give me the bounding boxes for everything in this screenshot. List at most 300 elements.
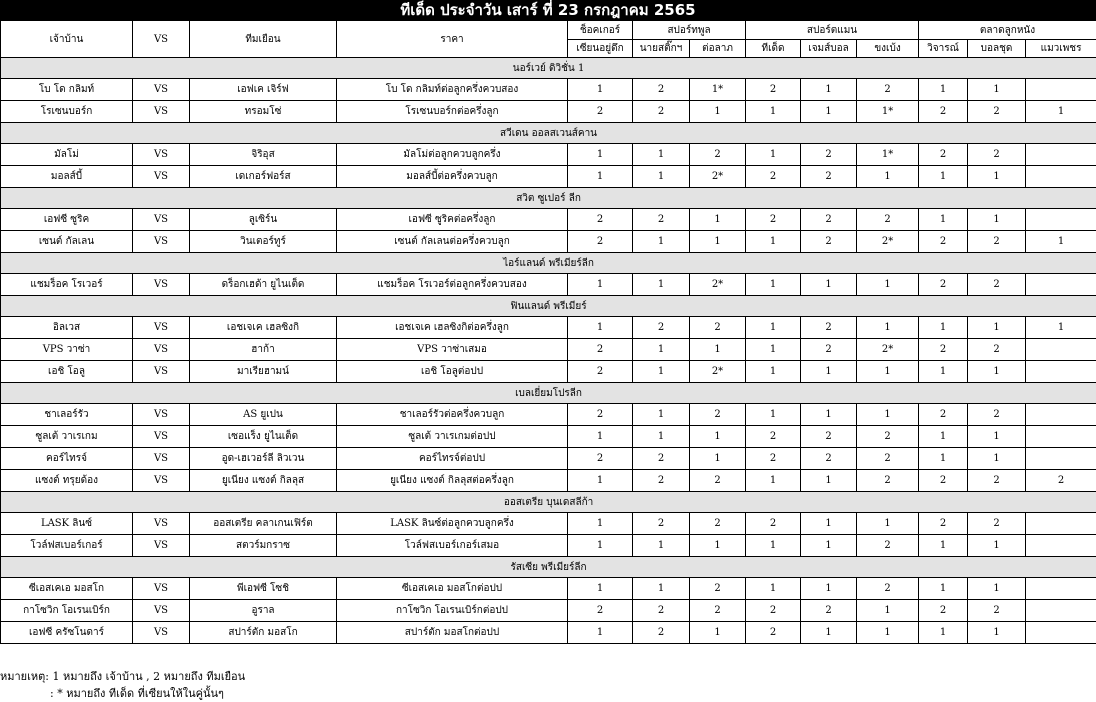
- pick-cell: [1026, 426, 1096, 448]
- pick-cell: 2: [801, 600, 857, 622]
- league-row: [1, 383, 1096, 404]
- pick-cell: 2: [690, 470, 746, 492]
- home-team: ชาเลอร์รัว: [1, 404, 133, 426]
- pick-cell: 2: [968, 231, 1026, 253]
- pick-cell: 1: [919, 166, 968, 188]
- league-row: [1, 188, 1096, 209]
- pick-cell: 2: [633, 470, 690, 492]
- pick-cell: 1: [857, 622, 919, 644]
- pick-cell: 1: [801, 274, 857, 296]
- table-row: [1, 274, 1096, 296]
- home-team: ซูลเต้ วาเรเกม: [1, 426, 133, 448]
- away-team: ออสเตรีย คลาเกนเฟิร์ต: [190, 513, 337, 535]
- vs-label: VS: [133, 231, 190, 253]
- vs-label: VS: [133, 470, 190, 492]
- note-line-1: หมายเหตุ: 1 หมายถึง เจ้าบ้าน , 2 หมายถึง ทีมเยือน: [0, 668, 245, 685]
- pick-cell: [1026, 600, 1096, 622]
- sub-header: เจมส์บอล: [801, 40, 857, 58]
- header-away: ทีมเยือน: [190, 21, 337, 58]
- price: เอชิ โอลูต่อปป: [337, 361, 568, 383]
- away-team: ยูเนียง แซงต์ กิลลุส: [190, 470, 337, 492]
- pick-cell: 1: [968, 535, 1026, 557]
- away-team: ทรอมโซ่: [190, 101, 337, 123]
- vs-label: VS: [133, 79, 190, 101]
- sub-header: เซียนอยู่ดึก: [568, 40, 633, 58]
- pick-cell: 2: [746, 513, 801, 535]
- league-row: [1, 123, 1096, 144]
- header-vs: VS: [133, 21, 190, 58]
- pick-cell: 1: [801, 513, 857, 535]
- price: ซีเอสเคเอ มอสโกต่อปป: [337, 578, 568, 600]
- table-row: [1, 535, 1096, 557]
- pick-cell: [1026, 535, 1096, 557]
- tips-table: [0, 20, 1096, 644]
- pick-cell: 1: [633, 426, 690, 448]
- pick-cell: 1: [690, 101, 746, 123]
- pick-cell: 2: [919, 339, 968, 361]
- pick-cell: 1: [568, 317, 633, 339]
- pick-cell: 2*: [857, 231, 919, 253]
- pick-cell: 1: [857, 513, 919, 535]
- pick-cell: 2: [633, 622, 690, 644]
- pick-cell: 2: [968, 513, 1026, 535]
- price: คอร์ไทรจ์ต่อปป: [337, 448, 568, 470]
- header-home: เจ้าบ้าน: [1, 21, 133, 58]
- vs-label: VS: [133, 361, 190, 383]
- pick-cell: 2: [690, 513, 746, 535]
- pick-cell: 1: [568, 166, 633, 188]
- pick-cell: 1: [857, 600, 919, 622]
- price: มอลส์บี้ต่อครึ่งควบลูก: [337, 166, 568, 188]
- pick-cell: 1: [801, 101, 857, 123]
- header-group-sportsman: สปอร์ตแมน: [746, 21, 919, 40]
- header-group-market: ตลาดลูกหนัง: [919, 21, 1096, 40]
- pick-cell: 2: [968, 600, 1026, 622]
- pick-cell: 2: [919, 101, 968, 123]
- away-team: เอฟเค เจิร์ฟ: [190, 79, 337, 101]
- pick-cell: 1*: [857, 101, 919, 123]
- pick-cell: 1: [633, 231, 690, 253]
- home-team: โวล์ฟสเบอร์เกอร์: [1, 535, 133, 557]
- price: ซูลเต้ วาเรเกมต่อปป: [337, 426, 568, 448]
- pick-cell: 2: [857, 578, 919, 600]
- pick-cell: 1: [857, 274, 919, 296]
- pick-cell: 1: [919, 535, 968, 557]
- home-team: คอร์ไทรจ์: [1, 448, 133, 470]
- pick-cell: 2: [690, 600, 746, 622]
- pick-cell: 1: [919, 426, 968, 448]
- home-team: เอฟซี ครัซโนดาร์: [1, 622, 133, 644]
- price: เอฟซี ซูริคต่อครึ่งลูก: [337, 209, 568, 231]
- away-team: สปาร์ตัก มอสโก: [190, 622, 337, 644]
- price: VPS วาซ่าเสมอ: [337, 339, 568, 361]
- pick-cell: 2*: [690, 274, 746, 296]
- away-team: AS ยูเปน: [190, 404, 337, 426]
- away-team: มาเรียฮามน์: [190, 361, 337, 383]
- away-team: ลูเซิร์น: [190, 209, 337, 231]
- league-name: เบลเยี่ยมโปรลีก: [1, 383, 1096, 404]
- pick-cell: 2: [568, 600, 633, 622]
- away-team: อูราล: [190, 600, 337, 622]
- pick-cell: 1: [968, 448, 1026, 470]
- pick-cell: 1: [690, 448, 746, 470]
- pick-cell: 2: [633, 448, 690, 470]
- sub-header: วิจารณ์: [919, 40, 968, 58]
- header-group-shocker: ช็อคเกอร์: [568, 21, 633, 40]
- pick-cell: 1: [568, 470, 633, 492]
- pick-cell: 1: [633, 144, 690, 166]
- home-team: อิลเวส: [1, 317, 133, 339]
- pick-cell: 1*: [857, 144, 919, 166]
- pick-cell: 2: [919, 231, 968, 253]
- pick-cell: 1: [633, 578, 690, 600]
- pick-cell: 1: [919, 79, 968, 101]
- pick-cell: 2: [746, 166, 801, 188]
- pick-cell: 1: [801, 79, 857, 101]
- league-name: สวิต ซูเปอร์ ลีก: [1, 188, 1096, 209]
- pick-cell: 1: [746, 535, 801, 557]
- pick-cell: 2: [968, 339, 1026, 361]
- pick-cell: 2: [633, 209, 690, 231]
- pick-cell: 1: [690, 622, 746, 644]
- pick-cell: 1: [801, 404, 857, 426]
- pick-cell: 1: [919, 361, 968, 383]
- pick-cell: 1: [746, 274, 801, 296]
- pick-cell: 2: [801, 317, 857, 339]
- sub-header: นายสติ๊กฯ: [633, 40, 690, 58]
- price: มัลโม่ต่อลูกควบลูกครึ่ง: [337, 144, 568, 166]
- pick-cell: 2: [857, 448, 919, 470]
- pick-cell: 1: [801, 535, 857, 557]
- table-row: [1, 101, 1096, 123]
- pick-cell: 1: [633, 339, 690, 361]
- table-row: [1, 426, 1096, 448]
- league-row: [1, 253, 1096, 274]
- pick-cell: [1026, 404, 1096, 426]
- vs-label: VS: [133, 426, 190, 448]
- pick-cell: 1: [746, 317, 801, 339]
- notes: [0, 668, 245, 702]
- table-row: [1, 317, 1096, 339]
- pick-cell: 1: [633, 274, 690, 296]
- pick-cell: 1: [1026, 101, 1096, 123]
- pick-cell: 1: [568, 79, 633, 101]
- pick-cell: 2: [801, 144, 857, 166]
- vs-label: VS: [133, 578, 190, 600]
- pick-cell: 1: [919, 448, 968, 470]
- pick-cell: 2: [968, 470, 1026, 492]
- pick-cell: 2: [746, 79, 801, 101]
- pick-cell: 2: [633, 79, 690, 101]
- sub-header: บอลชุด: [968, 40, 1026, 58]
- pick-cell: 2: [801, 426, 857, 448]
- pick-cell: 1: [746, 361, 801, 383]
- pick-cell: 1: [746, 101, 801, 123]
- home-team: โบ โด กลิมท์: [1, 79, 133, 101]
- league-name: รัสเซีย พรีเมียร์ลีก: [1, 557, 1096, 578]
- pick-cell: 1: [690, 535, 746, 557]
- pick-cell: 1: [857, 361, 919, 383]
- pick-cell: 1: [919, 622, 968, 644]
- pick-cell: 2: [690, 317, 746, 339]
- header-group-sportpool: สปอร์ทพูล: [633, 21, 746, 40]
- table-row: [1, 470, 1096, 492]
- pick-cell: [1026, 578, 1096, 600]
- pick-cell: 2: [633, 101, 690, 123]
- vs-label: VS: [133, 600, 190, 622]
- pick-cell: 1: [568, 535, 633, 557]
- pick-cell: 2: [633, 600, 690, 622]
- table-row: [1, 144, 1096, 166]
- table-row: [1, 513, 1096, 535]
- pick-cell: 2: [919, 600, 968, 622]
- away-team: เดเกอร์ฟอร์ส: [190, 166, 337, 188]
- pick-cell: 2: [568, 448, 633, 470]
- pick-cell: [1026, 448, 1096, 470]
- pick-cell: [1026, 144, 1096, 166]
- price: โวล์ฟสเบอร์เกอร์เสมอ: [337, 535, 568, 557]
- table-row: [1, 622, 1096, 644]
- vs-label: VS: [133, 448, 190, 470]
- league-name: ออสเตรีย บุนเดสลีก้า: [1, 492, 1096, 513]
- pick-cell: 2: [857, 470, 919, 492]
- home-team: แซงต์ ทรุยด้อง: [1, 470, 133, 492]
- away-team: ดร็อกเฮด้า ยูไนเต็ด: [190, 274, 337, 296]
- pick-cell: 2: [746, 600, 801, 622]
- home-team: กาโซวิก โอเรนเบิร์ก: [1, 600, 133, 622]
- price: ชาเลอร์รัวต่อครึ่งควบลูก: [337, 404, 568, 426]
- pick-cell: [1026, 361, 1096, 383]
- home-team: มัลโม่: [1, 144, 133, 166]
- table-row: [1, 404, 1096, 426]
- league-name: นอร์เวย์ ดิวิชั่น 1: [1, 58, 1096, 79]
- pick-cell: 1: [690, 231, 746, 253]
- pick-cell: 1: [801, 622, 857, 644]
- home-team: แชมร็อค โรเวอร์: [1, 274, 133, 296]
- pick-cell: 2: [746, 622, 801, 644]
- pick-cell: 2: [690, 144, 746, 166]
- pick-cell: 1: [968, 361, 1026, 383]
- pick-cell: [1026, 339, 1096, 361]
- pick-cell: 1: [801, 578, 857, 600]
- away-team: ฮาก้า: [190, 339, 337, 361]
- price: ยูเนียง แซงต์ กิลลุสต่อครึ่งลูก: [337, 470, 568, 492]
- pick-cell: 1: [568, 578, 633, 600]
- pick-cell: 1: [568, 144, 633, 166]
- pick-cell: 1: [857, 404, 919, 426]
- price: เซนต์ กัลเลนต่อครึ่งควบลูก: [337, 231, 568, 253]
- home-team: เอฟซี ซูริค: [1, 209, 133, 231]
- pick-cell: 1: [919, 317, 968, 339]
- away-team: สตวร์มกราซ: [190, 535, 337, 557]
- pick-cell: 1: [568, 426, 633, 448]
- pick-cell: 1: [968, 79, 1026, 101]
- league-name: ฟินแลนด์ พรีเมียร์: [1, 296, 1096, 317]
- pick-cell: 2: [1026, 470, 1096, 492]
- pick-cell: 2: [690, 578, 746, 600]
- table-row: [1, 578, 1096, 600]
- vs-label: VS: [133, 622, 190, 644]
- table-row: [1, 448, 1096, 470]
- vs-label: VS: [133, 101, 190, 123]
- pick-cell: 1: [968, 209, 1026, 231]
- vs-label: VS: [133, 274, 190, 296]
- pick-cell: 1: [633, 404, 690, 426]
- home-team: LASK ลินซ์: [1, 513, 133, 535]
- vs-label: VS: [133, 317, 190, 339]
- home-team: มอลส์บี้: [1, 166, 133, 188]
- pick-cell: 1: [1026, 317, 1096, 339]
- league-row: [1, 296, 1096, 317]
- pick-cell: 2: [919, 513, 968, 535]
- vs-label: VS: [133, 535, 190, 557]
- pick-cell: 1: [968, 166, 1026, 188]
- pick-cell: [1026, 513, 1096, 535]
- price: แชมร็อค โรเวอร์ต่อลูกครึ่งควบสอง: [337, 274, 568, 296]
- pick-cell: 2: [801, 339, 857, 361]
- sub-header: แมวเพชร: [1026, 40, 1096, 58]
- price: โบ โด กลิมท์ต่อลูกครึ่งควบสอง: [337, 79, 568, 101]
- pick-cell: 1: [746, 578, 801, 600]
- price: กาโซวิก โอเรนเบิร์กต่อปป: [337, 600, 568, 622]
- pick-cell: 1: [633, 535, 690, 557]
- pick-cell: 2: [857, 535, 919, 557]
- pick-cell: 1: [746, 144, 801, 166]
- league-row: [1, 492, 1096, 513]
- vs-label: VS: [133, 209, 190, 231]
- vs-label: VS: [133, 404, 190, 426]
- table-row: [1, 166, 1096, 188]
- sub-header: ขงเบ้ง: [857, 40, 919, 58]
- price: เอชเจเค เฮลซิงกิต่อครึ่งลูก: [337, 317, 568, 339]
- price: สปาร์ตัก มอสโกต่อปป: [337, 622, 568, 644]
- sub-header: ต่อลาภ: [690, 40, 746, 58]
- league-name: ไอร์แลนด์ พรีเมียร์ลีก: [1, 253, 1096, 274]
- pick-cell: [1026, 274, 1096, 296]
- league-row: [1, 58, 1096, 79]
- pick-cell: 1: [690, 209, 746, 231]
- pick-cell: 1: [857, 317, 919, 339]
- pick-cell: 2: [746, 209, 801, 231]
- vs-label: VS: [133, 339, 190, 361]
- pick-cell: 2*: [690, 166, 746, 188]
- pick-cell: 1: [568, 513, 633, 535]
- pick-cell: 2: [746, 426, 801, 448]
- pick-cell: 1: [746, 470, 801, 492]
- table-row: [1, 79, 1096, 101]
- sub-header: ทีเด็ด: [746, 40, 801, 58]
- pick-cell: 1: [968, 622, 1026, 644]
- pick-cell: 2: [857, 209, 919, 231]
- league-name: สวีเดน ออลสเวนส์คาน: [1, 123, 1096, 144]
- home-team: เซนต์ กัลเลน: [1, 231, 133, 253]
- pick-cell: 2: [801, 209, 857, 231]
- home-team: VPS วาซ่า: [1, 339, 133, 361]
- pick-cell: 2: [919, 274, 968, 296]
- vs-label: VS: [133, 166, 190, 188]
- pick-cell: 1: [919, 578, 968, 600]
- table-row: [1, 231, 1096, 253]
- pick-cell: 1: [857, 166, 919, 188]
- pick-cell: 1: [968, 426, 1026, 448]
- pick-cell: 2: [568, 209, 633, 231]
- pick-cell: 2: [968, 101, 1026, 123]
- page-title: ทีเด็ด ประจำวัน เสาร์ ที่ 23 กรกฎาคม 2565: [0, 0, 1096, 20]
- pick-cell: 1*: [690, 79, 746, 101]
- away-team: เอชเจเค เฮลซิงกิ: [190, 317, 337, 339]
- home-team: โรเซนบอร์ก: [1, 101, 133, 123]
- pick-cell: 2: [801, 231, 857, 253]
- pick-cell: 1: [746, 339, 801, 361]
- away-team: พีเอฟซี โซชิ: [190, 578, 337, 600]
- pick-cell: 2: [746, 448, 801, 470]
- pick-cell: 2: [568, 361, 633, 383]
- pick-cell: 2*: [857, 339, 919, 361]
- price: โรเซนบอร์กต่อครึ่งลูก: [337, 101, 568, 123]
- pick-cell: 2: [857, 426, 919, 448]
- pick-cell: 2: [968, 404, 1026, 426]
- pick-cell: 1: [568, 622, 633, 644]
- pick-cell: 1: [968, 317, 1026, 339]
- pick-cell: [1026, 622, 1096, 644]
- table-row: [1, 209, 1096, 231]
- pick-cell: 2: [919, 470, 968, 492]
- pick-cell: 2*: [690, 361, 746, 383]
- pick-cell: 2: [919, 144, 968, 166]
- price: LASK ลินซ์ต่อลูกควบลูกครึ่ง: [337, 513, 568, 535]
- pick-cell: 2: [568, 339, 633, 361]
- table-row: [1, 361, 1096, 383]
- note-line-2: : * หมายถึง ทีเด็ด ที่เซียนให้ในคู่นั้นๆ: [0, 685, 245, 702]
- away-team: อูด-เฮเวอร์ลี ลิวเวน: [190, 448, 337, 470]
- table-row: [1, 600, 1096, 622]
- pick-cell: 1: [801, 361, 857, 383]
- pick-cell: 2: [968, 274, 1026, 296]
- vs-label: VS: [133, 144, 190, 166]
- away-team: จิริอุส: [190, 144, 337, 166]
- pick-cell: 1: [568, 274, 633, 296]
- pick-cell: 1: [690, 426, 746, 448]
- pick-cell: 1: [633, 361, 690, 383]
- pick-cell: 1: [746, 404, 801, 426]
- pick-cell: 1: [968, 578, 1026, 600]
- pick-cell: [1026, 166, 1096, 188]
- pick-cell: 2: [968, 144, 1026, 166]
- pick-cell: 2: [568, 101, 633, 123]
- home-team: เอชิ โอลู: [1, 361, 133, 383]
- away-team: เซอแร็ง ยูไนเต็ด: [190, 426, 337, 448]
- pick-cell: 1: [633, 166, 690, 188]
- pick-cell: 2: [801, 166, 857, 188]
- pick-cell: 1: [801, 470, 857, 492]
- table-row: [1, 339, 1096, 361]
- pick-cell: 2: [801, 448, 857, 470]
- pick-cell: 2: [690, 404, 746, 426]
- league-row: [1, 557, 1096, 578]
- pick-cell: 2: [633, 317, 690, 339]
- pick-cell: [1026, 209, 1096, 231]
- pick-cell: 2: [568, 404, 633, 426]
- pick-cell: 1: [746, 231, 801, 253]
- pick-cell: 1: [919, 209, 968, 231]
- pick-cell: 2: [919, 404, 968, 426]
- pick-cell: 1: [690, 339, 746, 361]
- pick-cell: 2: [568, 231, 633, 253]
- pick-cell: 2: [633, 513, 690, 535]
- away-team: วินเตอร์ทูร์: [190, 231, 337, 253]
- pick-cell: 1: [1026, 231, 1096, 253]
- vs-label: VS: [133, 513, 190, 535]
